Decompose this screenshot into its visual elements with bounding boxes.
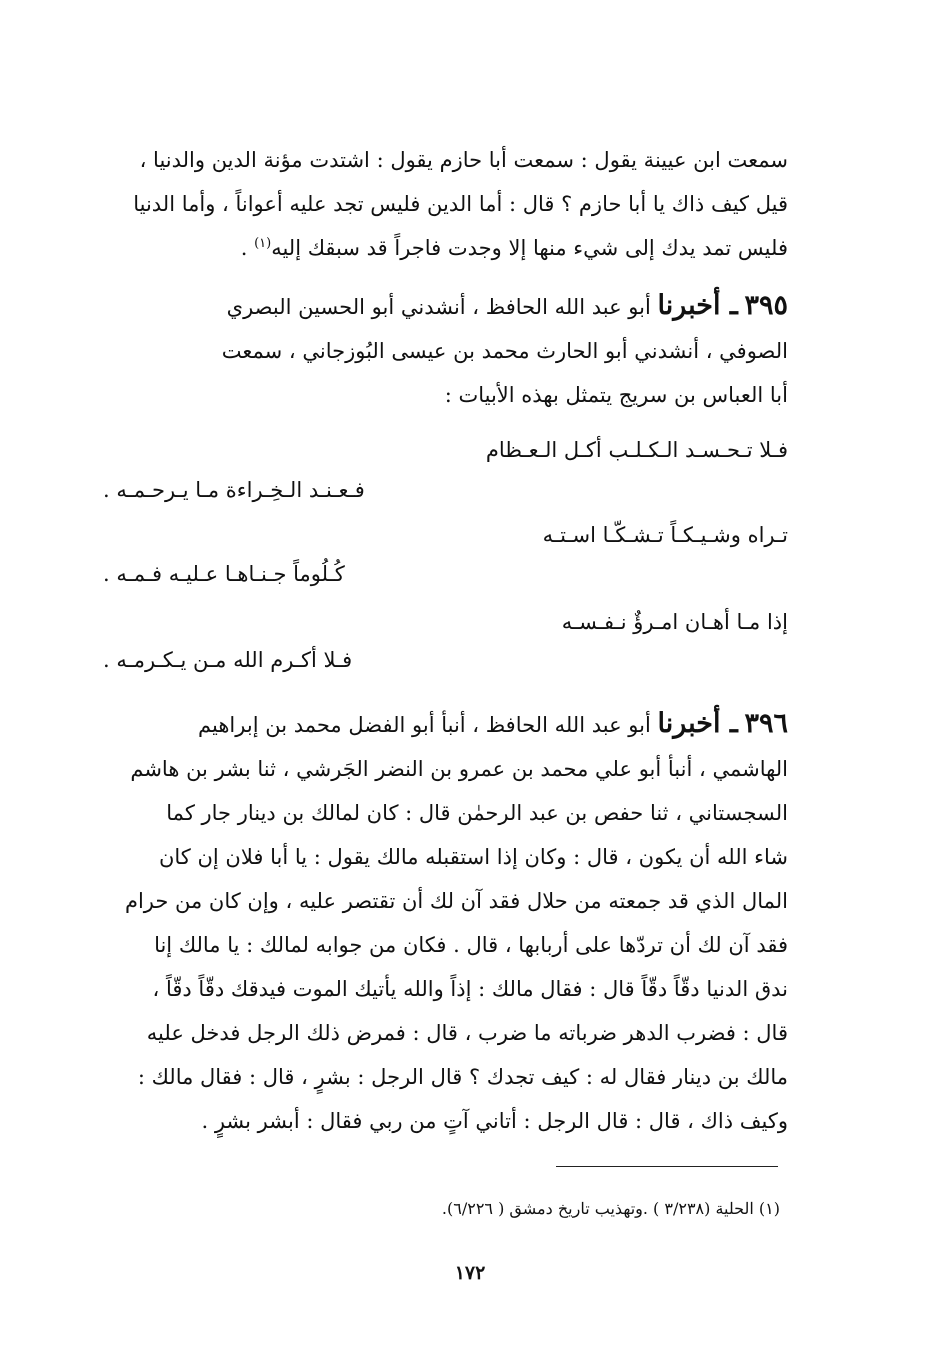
verse-second-hemistich: فـلا أكـرم الله مـن يـكـرمـه . [103,648,353,672]
text-line [103,226,788,270]
text-line: الهاشمي ، أنبأ أبو علي محمد بن عمرو بن النضر الجَرشي ، ثنا بشر بن هاشم [130,757,788,781]
text-segment: أبو عبد الله الحافظ ، أنشدني أبو الحسين البصري [226,295,651,319]
text-line: وكيف ذاك ، قال : قال الرجل : أتاني آتٍ من ربي فقال : أبشر بشرٍ . [201,1109,788,1133]
verse-first-hemistich: إذا مـا أهـان امـرؤٌ نـفـسـه [561,610,788,634]
text-line: فقد آن لك أن تردّها على أربابها ، قال . فكان من جوابه لمالك : يا مالك إنا [154,933,788,957]
text-segment: أبو عبد الله الحافظ ، أنبأ أبو الفضل محمد بن إبراهيم [198,713,651,737]
entry-keyword: ـ أخبرنا [657,290,738,321]
verse-second-hemistich: كُـلُوماً جـنـاهـا عـليـه فـمـه . [103,562,345,586]
opening-paragraph [103,138,788,270]
text-line: سمعت ابن عيينة يقول : سمعت أبا حازم يقول : اشتدت مؤنة الدين والدنيا ، [139,148,788,172]
footnote: (١) الحلية (٣/٢٣٨ ) .وتهذيب تاريخ دمشق ( ٦/٢٢٦). [441,1199,780,1218]
text-line: قيل كيف ذاك يا أبا حازم ؟ قال : أما الدين فليس تجد عليه أعواناً ، وأما الدنيا [133,192,788,216]
entry-heading-line [103,702,788,747]
entry-keyword: ـ أخبرنا [657,708,738,739]
page-number: ١٧٢ [454,1262,486,1284]
verse-second-hemistich: فـعـنـد الـخِـراءة مـا يـرحـمـه . [103,478,365,502]
text-line: أبا العباس بن سريج يتمثل بهذه الأبيات : [444,383,788,407]
verse-first-hemistich: فـلا تـحـسـد الـكـلـب أكـل الـعـظام [485,438,788,462]
text-line: ندق الدنيا دقّاً دقّاً قال : فقال مالك : إذاً والله يأتيك الموت فيدقك دقّاً دقّاً ، [152,977,788,1001]
text-line: شاء الله أن يكون ، قال : وكان إذا استقبله مالك يقول : يا أبا فلان إن كان [158,845,788,869]
text-line: السجستاني ، ثنا حفص بن عبد الرحمٰن قال : كان لمالك بن دينار جار كما [166,801,788,825]
text-line: قال : فضرب الدهر ضرباته ما ضرب ، قال : فمرض ذلك الرجل فدخل عليه [146,1021,788,1045]
text-segment: فليس تمد يدك إلى شيء منها إلا وجدت فاجراً قد سبقك إليه [271,236,788,260]
entry-number: ٣٩٦ [744,708,788,739]
entry-heading-line [103,284,788,329]
text-segment: . [240,236,255,260]
text-line: مالك بن دينار فقال له : كيف تجدك ؟ قال الرجل : بشرٍ ، قال : فقال مالك : [137,1065,788,1089]
text-line: المال الذي قد جمعته من حلال فقد آن لك أن تقتصر عليه ، وإن كان من حرام [124,889,788,913]
entry-number: ٣٩٥ [744,290,788,321]
footnote-reference: (١) [254,236,272,251]
verse-first-hemistich: تـراه وشـيـكـاً تـشـكّـا اسـتـه [542,523,788,547]
text-line: الصوفي ، أنشدني أبو الحارث محمد بن عيسى البُوزجاني ، سمعت [221,339,788,363]
footnote-divider [556,1166,778,1167]
entry-395 [103,284,788,417]
entry-396 [103,702,788,1143]
